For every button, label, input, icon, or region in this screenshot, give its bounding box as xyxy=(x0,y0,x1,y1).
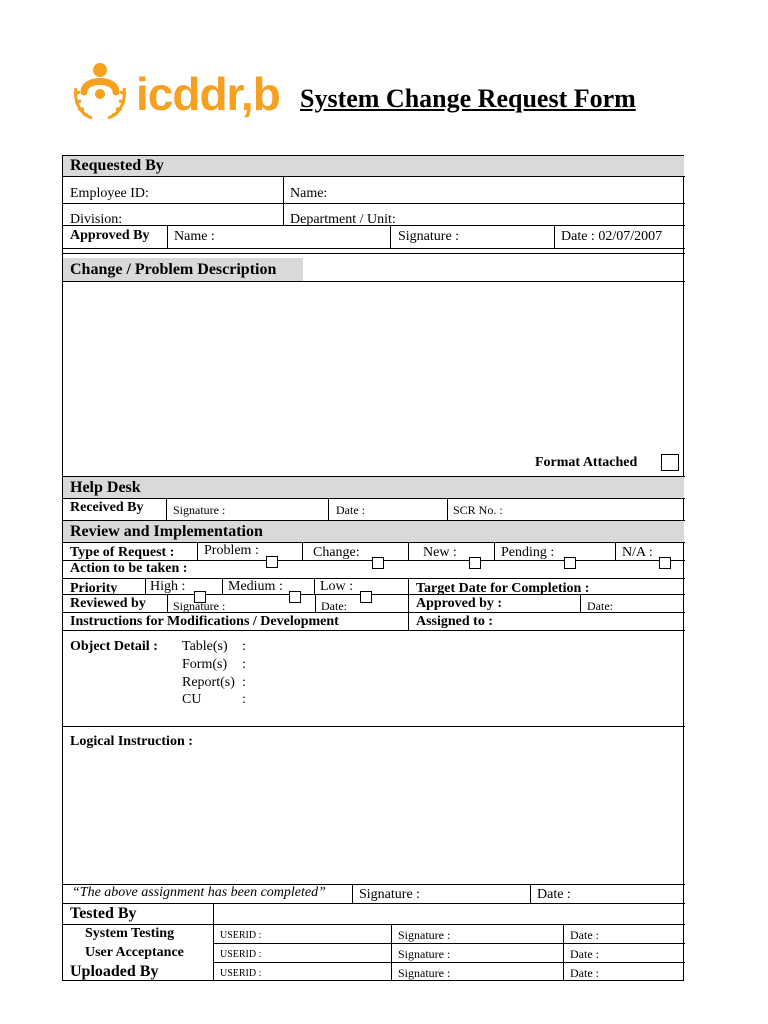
object-detail-label: Object Detail : xyxy=(70,639,158,654)
review-heading: Review and Implementation xyxy=(70,523,263,540)
request-type-na-label: N/A : xyxy=(622,545,653,560)
completion-signature-label: Signature : xyxy=(359,887,421,902)
object-forms-colon: : xyxy=(242,657,246,672)
priority-label: Priority xyxy=(70,581,118,596)
logical-instruction-label: Logical Instruction : xyxy=(70,734,193,749)
request-type-problem-checkbox[interactable] xyxy=(266,556,278,568)
system-testing-date: Date : xyxy=(570,928,599,942)
received-by-label: Received By xyxy=(70,500,144,515)
request-type-problem-label: Problem : xyxy=(204,543,259,558)
user-acceptance-signature: Signature : xyxy=(398,947,451,961)
object-tables-label: Table(s) xyxy=(182,639,228,654)
logo-emblem-icon xyxy=(70,58,136,128)
instructions-label: Instructions for Modifications / Development xyxy=(70,614,339,629)
review-approved-by-label: Approved by : xyxy=(416,596,503,611)
request-type-new-checkbox[interactable] xyxy=(469,557,481,569)
priority-medium-label: Medium : xyxy=(228,579,283,594)
help-desk-header-bg xyxy=(63,477,684,498)
approval-date: Date : 02/07/2007 xyxy=(561,229,663,244)
approver-signature-label: Signature : xyxy=(398,229,460,244)
action-to-be-taken-label: Action to be taken : xyxy=(70,561,188,576)
uploaded-by-label: Uploaded By xyxy=(70,963,159,980)
priority-medium-checkbox[interactable] xyxy=(289,591,301,603)
format-attached-checkbox[interactable] xyxy=(661,454,679,471)
requested-by-heading: Requested By xyxy=(70,157,164,174)
object-tables-colon: : xyxy=(242,639,246,654)
review-approved-date-label: Date: xyxy=(587,599,613,613)
reviewed-signature-label: Signature : xyxy=(173,599,226,613)
priority-high-label: High : xyxy=(150,579,186,594)
request-type-na-checkbox[interactable] xyxy=(659,557,671,569)
requester-name-label: Name: xyxy=(290,186,328,201)
object-cu-label: CU xyxy=(182,692,202,707)
object-cu-colon: : xyxy=(242,692,246,707)
system-testing-signature: Signature : xyxy=(398,928,451,942)
approver-name-label: Name : xyxy=(174,229,215,244)
employee-id-label: Employee ID: xyxy=(70,186,149,201)
reviewed-by-label: Reviewed by xyxy=(70,596,146,611)
reviewed-date-label: Date: xyxy=(321,599,347,613)
user-acceptance-date: Date : xyxy=(570,947,599,961)
completion-note: “The above assignment has been completed” xyxy=(72,885,326,900)
division-label: Division: xyxy=(70,212,123,227)
uploaded-by-signature: Signature : xyxy=(398,966,451,980)
user-acceptance-label: User Acceptance xyxy=(85,945,184,960)
request-type-pending-checkbox[interactable] xyxy=(564,557,576,569)
request-type-change-label: Change: xyxy=(313,545,360,560)
help-desk-heading: Help Desk xyxy=(70,479,141,496)
object-reports-colon: : xyxy=(242,675,246,690)
assigned-to-label: Assigned to : xyxy=(416,614,494,629)
system-testing-label: System Testing xyxy=(85,926,175,941)
user-acceptance-userid: USERID : xyxy=(220,949,262,960)
type-of-request-label: Type of Request : xyxy=(70,545,175,560)
received-date-label: Date : xyxy=(336,503,365,517)
request-type-change-checkbox[interactable] xyxy=(372,557,384,569)
object-forms-label: Form(s) xyxy=(182,657,228,672)
change-description-heading: Change / Problem Description xyxy=(70,261,277,278)
request-type-new-label: New : xyxy=(423,545,457,560)
scr-number-label: SCR No. : xyxy=(453,503,503,517)
tested-by-heading: Tested By xyxy=(70,905,137,922)
page-title: System Change Request Form xyxy=(300,84,636,113)
target-date-label: Target Date for Completion : xyxy=(416,581,590,596)
system-testing-userid: USERID : xyxy=(220,930,262,941)
uploaded-by-userid: USERID : xyxy=(220,968,262,979)
approved-by-label: Approved By xyxy=(70,228,150,243)
received-signature-label: Signature : xyxy=(173,503,226,517)
department-label: Department / Unit: xyxy=(290,212,396,227)
priority-low-checkbox[interactable] xyxy=(360,591,372,603)
format-attached-label: Format Attached xyxy=(535,455,638,470)
completion-date-label: Date : xyxy=(537,887,571,902)
uploaded-by-date: Date : xyxy=(570,966,599,980)
icddrb-logo xyxy=(70,58,282,128)
request-type-pending-label: Pending : xyxy=(501,545,555,560)
priority-low-label: Low : xyxy=(320,579,354,594)
logo-wordmark: icddr,b xyxy=(136,68,280,120)
object-reports-label: Report(s) xyxy=(182,675,235,690)
